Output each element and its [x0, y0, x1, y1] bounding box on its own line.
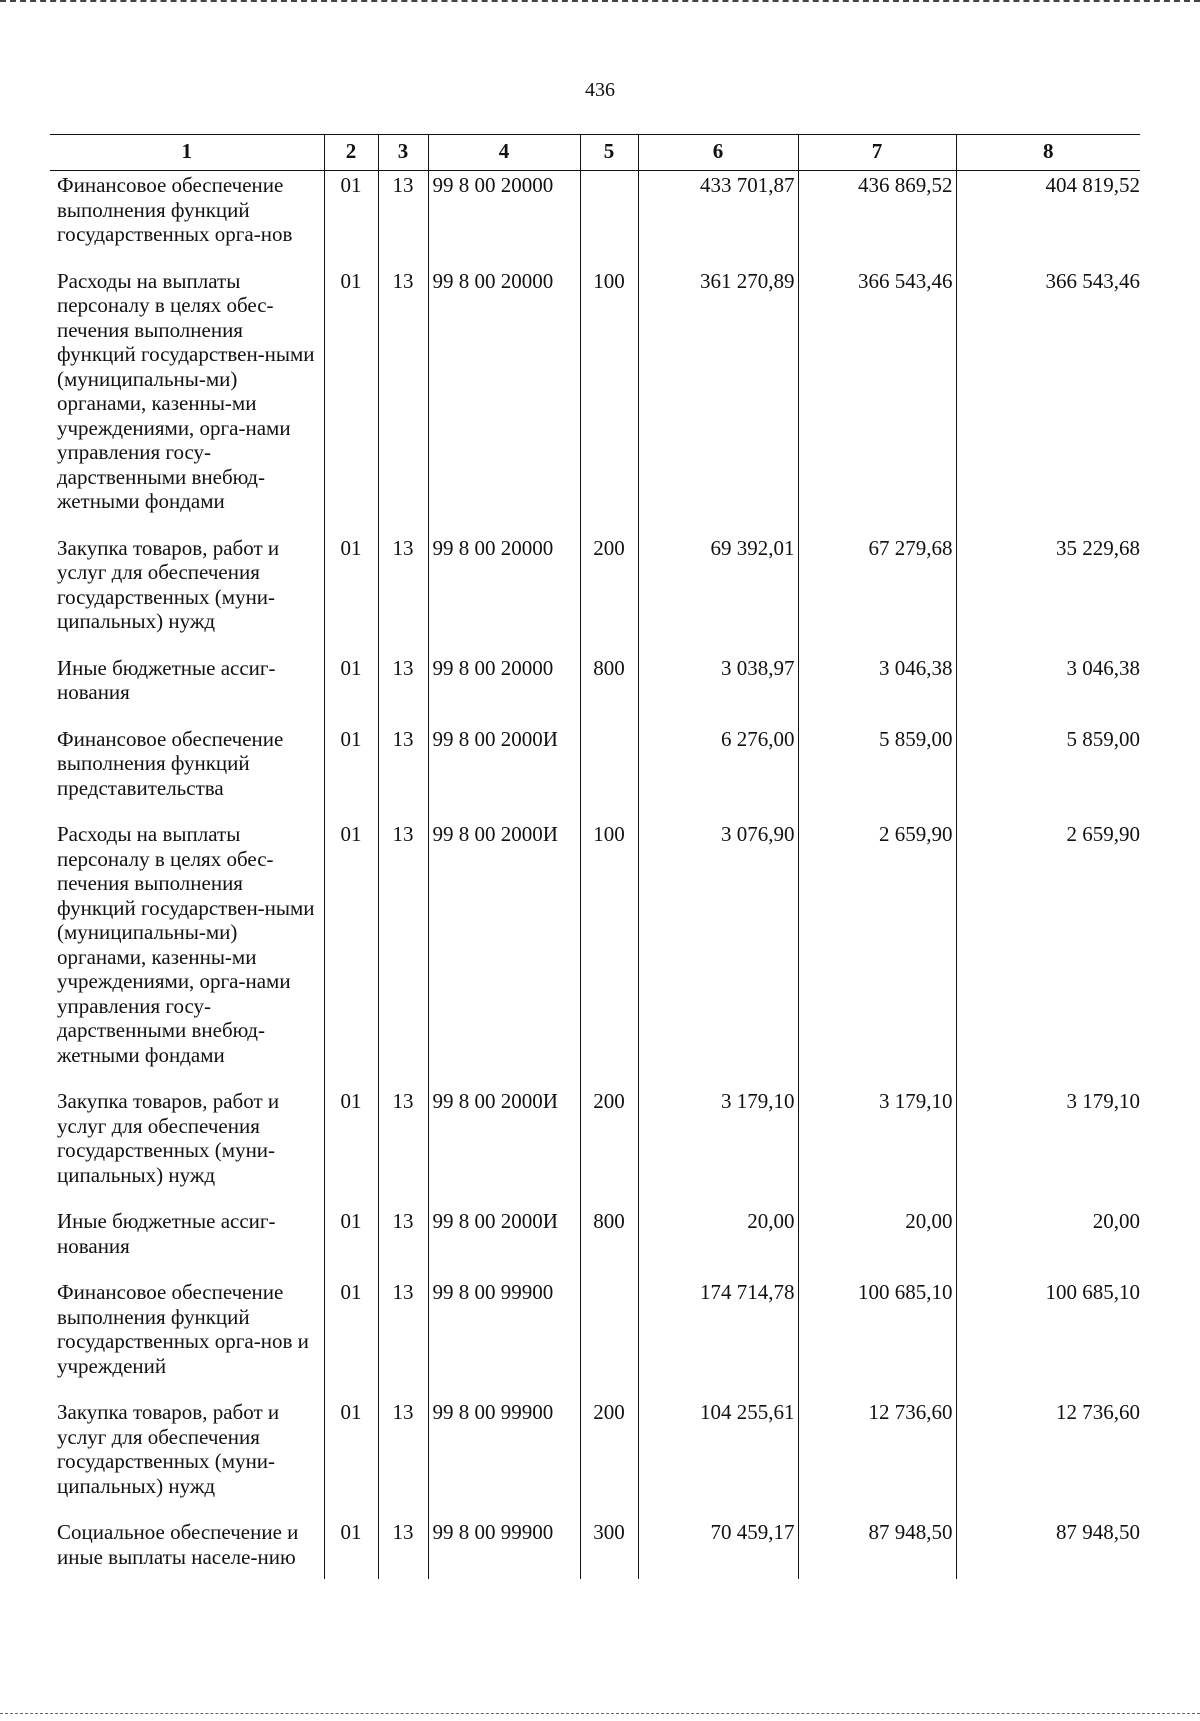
- row-section: 01: [324, 1518, 378, 1579]
- table-row: [50, 1518, 1140, 1579]
- row-target-article: 99 8 00 20000: [428, 171, 580, 267]
- scan-bottom-edge: [0, 1713, 1200, 1717]
- row-name: Финансовое обеспечение выполнения функций государственных орга-нов и учреждений: [50, 1278, 324, 1398]
- row-name: Закупка товаров, работ и услуг для обеспечения государственных (муни-ципальных) нужд: [50, 534, 324, 654]
- row-amount-col7: 87 948,50: [798, 1518, 956, 1579]
- row-expense-type: 300: [580, 1518, 638, 1579]
- row-name: Закупка товаров, работ и услуг для обеспечения государственных (муни-ципальных) нужд: [50, 1087, 324, 1207]
- row-target-article: 99 8 00 99900: [428, 1518, 580, 1579]
- row-subsection: 13: [378, 1207, 428, 1278]
- table-row: [50, 725, 1140, 821]
- row-section: 01: [324, 171, 378, 267]
- row-amount-col7: 20,00: [798, 1207, 956, 1278]
- scan-top-edge: [0, 0, 1200, 5]
- row-amount-col6: 6 276,00: [638, 725, 798, 821]
- row-target-article: 99 8 00 99900: [428, 1398, 580, 1518]
- row-target-article: 99 8 00 2000И: [428, 1207, 580, 1278]
- table-row: [50, 1278, 1140, 1398]
- row-section: 01: [324, 1207, 378, 1278]
- row-amount-col6: 3 179,10: [638, 1087, 798, 1207]
- row-name: Финансовое обеспечение выполнения функций представительства: [50, 725, 324, 821]
- header-row: [50, 135, 1140, 171]
- row-amount-col8: 100 685,10: [956, 1278, 1140, 1398]
- row-subsection: 13: [378, 725, 428, 821]
- row-subsection: 13: [378, 1087, 428, 1207]
- row-amount-col7: 67 279,68: [798, 534, 956, 654]
- page-number: 436: [585, 79, 615, 101]
- table-row: [50, 1087, 1140, 1207]
- row-amount-col8: 3 046,38: [956, 654, 1140, 725]
- row-section: 01: [324, 654, 378, 725]
- row-target-article: 99 8 00 2000И: [428, 820, 580, 1087]
- table-row: [50, 534, 1140, 654]
- row-expense-type: 200: [580, 1398, 638, 1518]
- row-target-article: 99 8 00 2000И: [428, 725, 580, 821]
- row-amount-col6: 104 255,61: [638, 1398, 798, 1518]
- row-target-article: 99 8 00 2000И: [428, 1087, 580, 1207]
- row-expense-type: [580, 1278, 638, 1398]
- row-name: Расходы на выплаты персоналу в целях обес-печения выполнения функций государствен-ными (муниципальны-ми) органами, казенны-ми учреждениями, орга-нами управления госу-дарственными внебюд-жетными фондами: [50, 267, 324, 534]
- row-target-article: 99 8 00 20000: [428, 267, 580, 534]
- row-amount-col8: 404 819,52: [956, 171, 1140, 267]
- row-amount-col8: 2 659,90: [956, 820, 1140, 1087]
- budget-table: [50, 134, 1140, 1579]
- row-section: 01: [324, 534, 378, 654]
- row-amount-col8: 5 859,00: [956, 725, 1140, 821]
- table-row: [50, 820, 1140, 1087]
- row-section: 01: [324, 1087, 378, 1207]
- col-header-2: 2: [324, 135, 378, 171]
- col-header-8: 8: [956, 135, 1140, 171]
- row-amount-col6: 3 038,97: [638, 654, 798, 725]
- row-name: Иные бюджетные ассиг-нования: [50, 1207, 324, 1278]
- row-amount-col6: 70 459,17: [638, 1518, 798, 1579]
- table-row: [50, 654, 1140, 725]
- row-amount-col6: 361 270,89: [638, 267, 798, 534]
- row-name: Расходы на выплаты персоналу в целях обес-печения выполнения функций государствен-ными (муниципальны-ми) органами, казенны-ми учреждениями, орга-нами управления госу-дарственными внебюд-жетными фондами: [50, 820, 324, 1087]
- row-amount-col6: 20,00: [638, 1207, 798, 1278]
- row-section: 01: [324, 1398, 378, 1518]
- col-header-7: 7: [798, 135, 956, 171]
- row-amount-col6: 433 701,87: [638, 171, 798, 267]
- row-target-article: 99 8 00 99900: [428, 1278, 580, 1398]
- row-expense-type: [580, 725, 638, 821]
- col-header-1: 1: [50, 135, 324, 171]
- row-amount-col8: 12 736,60: [956, 1398, 1140, 1518]
- row-amount-col7: 12 736,60: [798, 1398, 956, 1518]
- row-amount-col7: 5 859,00: [798, 725, 956, 821]
- row-amount-col8: 3 179,10: [956, 1087, 1140, 1207]
- row-expense-type: 100: [580, 267, 638, 534]
- row-target-article: 99 8 00 20000: [428, 534, 580, 654]
- row-subsection: 13: [378, 1278, 428, 1398]
- table-row: [50, 1207, 1140, 1278]
- row-expense-type: 800: [580, 654, 638, 725]
- table-row: [50, 267, 1140, 534]
- row-section: 01: [324, 820, 378, 1087]
- row-section: 01: [324, 267, 378, 534]
- row-name: Финансовое обеспечение выполнения функций государственных орга-нов: [50, 171, 324, 267]
- row-amount-col8: 366 543,46: [956, 267, 1140, 534]
- table-row: [50, 1398, 1140, 1518]
- row-amount-col7: 366 543,46: [798, 267, 956, 534]
- row-subsection: 13: [378, 1518, 428, 1579]
- row-amount-col7: 100 685,10: [798, 1278, 956, 1398]
- row-subsection: 13: [378, 1398, 428, 1518]
- row-amount-col8: 20,00: [956, 1207, 1140, 1278]
- row-amount-col8: 87 948,50: [956, 1518, 1140, 1579]
- col-header-3: 3: [378, 135, 428, 171]
- col-header-5: 5: [580, 135, 638, 171]
- row-subsection: 13: [378, 171, 428, 267]
- row-subsection: 13: [378, 534, 428, 654]
- row-amount-col7: 3 046,38: [798, 654, 956, 725]
- col-header-6: 6: [638, 135, 798, 171]
- table-row: [50, 171, 1140, 267]
- row-name: Иные бюджетные ассиг-нования: [50, 654, 324, 725]
- row-amount-col7: 3 179,10: [798, 1087, 956, 1207]
- row-expense-type: 200: [580, 534, 638, 654]
- row-name: Закупка товаров, работ и услуг для обеспечения государственных (муни-ципальных) нужд: [50, 1398, 324, 1518]
- row-section: 01: [324, 725, 378, 821]
- row-expense-type: 800: [580, 1207, 638, 1278]
- row-subsection: 13: [378, 654, 428, 725]
- row-amount-col6: 69 392,01: [638, 534, 798, 654]
- row-amount-col6: 174 714,78: [638, 1278, 798, 1398]
- row-amount-col6: 3 076,90: [638, 820, 798, 1087]
- row-expense-type: 100: [580, 820, 638, 1087]
- row-amount-col7: 2 659,90: [798, 820, 956, 1087]
- row-section: 01: [324, 1278, 378, 1398]
- row-expense-type: [580, 171, 638, 267]
- row-subsection: 13: [378, 267, 428, 534]
- row-amount-col8: 35 229,68: [956, 534, 1140, 654]
- row-subsection: 13: [378, 820, 428, 1087]
- row-amount-col7: 436 869,52: [798, 171, 956, 267]
- row-name: Социальное обеспечение и иные выплаты населе-нию: [50, 1518, 324, 1579]
- row-expense-type: 200: [580, 1087, 638, 1207]
- row-target-article: 99 8 00 20000: [428, 654, 580, 725]
- col-header-4: 4: [428, 135, 580, 171]
